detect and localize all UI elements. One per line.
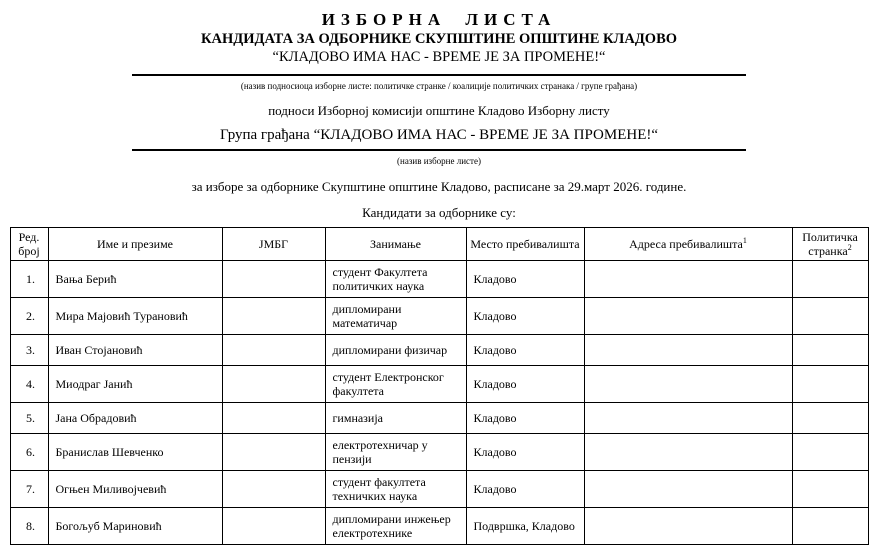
cell-jmbg	[222, 434, 325, 471]
cell-party	[792, 403, 868, 434]
cell-jmbg	[222, 471, 325, 508]
footnote-marker-2: 2	[847, 243, 852, 252]
cell-jmbg	[222, 403, 325, 434]
table-row	[10, 434, 868, 471]
cell-address	[584, 298, 792, 335]
cell-address	[584, 366, 792, 403]
cell-occupation: дипломирани физичар	[325, 335, 466, 366]
cell-jmbg	[222, 508, 325, 545]
cell-party	[792, 335, 868, 366]
election-line: за изборе за одборнике Скупштине општине Кладово, расписане за 29.март 2026. године.	[191, 179, 687, 194]
cell-address	[584, 434, 792, 471]
col-header-party-label: Политичка странка	[802, 230, 858, 258]
cell-party	[792, 366, 868, 403]
cell-occupation: дипломирани математичар	[325, 298, 466, 335]
cell-ordinal: 3.	[10, 335, 48, 366]
cell-residence: Кладово	[466, 434, 584, 471]
cell-name: Богољуб Мариновић	[48, 508, 222, 545]
table-row	[10, 366, 868, 403]
cell-party	[792, 508, 868, 545]
cell-name: Вања Берић	[48, 261, 222, 298]
list-name-underline-rule	[132, 149, 746, 151]
col-header-ordinal	[10, 228, 48, 261]
cell-party	[792, 261, 868, 298]
cell-occupation: дипломирани инжењер електротехнике	[325, 508, 466, 545]
col-header-address-label: Адреса пребивалишта	[629, 237, 743, 251]
candidates-table-body	[10, 261, 868, 545]
table-row	[10, 508, 868, 545]
table-row	[10, 335, 868, 366]
table-header-row	[10, 228, 868, 261]
table-row	[10, 298, 868, 335]
cell-occupation: студент факултета техничких наука	[325, 471, 466, 508]
cell-ordinal: 4.	[10, 366, 48, 403]
candidates-table	[10, 227, 869, 545]
cell-residence: Кладово	[466, 403, 584, 434]
cell-name: Огњен Миливојчевић	[48, 471, 222, 508]
list-name-quoted: “КЛАДОВО ИМА НАС - ВРЕМЕ ЈЕ ЗА ПРОМЕНЕ!“	[272, 49, 606, 65]
cell-address	[584, 471, 792, 508]
candidates-intro: Кандидати за одборнике су:	[362, 205, 516, 220]
col-header-name-label: Име и презиме	[97, 237, 173, 251]
submission-line: подноси Изборној комисији општине Кладово Изборну листу	[268, 103, 610, 118]
table-row	[10, 261, 868, 298]
footnote-marker-1: 1	[742, 236, 747, 245]
cell-party	[792, 434, 868, 471]
cell-jmbg	[222, 298, 325, 335]
cell-residence: Кладово	[466, 335, 584, 366]
table-row	[10, 403, 868, 434]
cell-address	[584, 508, 792, 545]
list-name-caption: (назив изборне листе)	[397, 156, 481, 166]
cell-address	[584, 335, 792, 366]
cell-ordinal: 6.	[10, 434, 48, 471]
document-title: ИЗБОРНА ЛИСТА	[321, 10, 557, 29]
col-header-ordinal-label: Ред. број	[18, 230, 40, 258]
submitter-underline-rule	[132, 74, 746, 76]
cell-residence: Кладово	[466, 471, 584, 508]
cell-name: Јана Обрадовић	[48, 403, 222, 434]
col-header-name	[48, 228, 222, 261]
cell-jmbg	[222, 335, 325, 366]
table-row	[10, 471, 868, 508]
cell-ordinal: 2.	[10, 298, 48, 335]
cell-residence: Кладово	[466, 366, 584, 403]
cell-name: Иван Стојановић	[48, 335, 222, 366]
cell-name: Бранислав Шевченко	[48, 434, 222, 471]
cell-ordinal: 7.	[10, 471, 48, 508]
cell-address	[584, 403, 792, 434]
cell-party	[792, 298, 868, 335]
cell-residence: Кладово	[466, 261, 584, 298]
cell-occupation: електротехничар у пензији	[325, 434, 466, 471]
col-header-party	[792, 228, 868, 261]
cell-occupation: студент Факултета политичких наука	[325, 261, 466, 298]
col-header-occupation-label: Занимање	[369, 237, 422, 251]
cell-name: Миодраг Јанић	[48, 366, 222, 403]
cell-occupation: гимназија	[325, 403, 466, 434]
cell-jmbg	[222, 261, 325, 298]
cell-party	[792, 471, 868, 508]
col-header-occupation	[325, 228, 466, 261]
cell-residence: Подвршка, Кладово	[466, 508, 584, 545]
submitter-caption: (назив подносиоца изборне листе: политичке странке / коалиције политичких странака / групе грађана)	[240, 81, 638, 91]
col-header-jmbg-label: ЈМБГ	[258, 237, 289, 251]
col-header-jmbg	[222, 228, 325, 261]
cell-jmbg	[222, 366, 325, 403]
cell-name: Мира Мајовић Турановић	[48, 298, 222, 335]
cell-ordinal: 1.	[10, 261, 48, 298]
col-header-residence	[466, 228, 584, 261]
document-subtitle: КАНДИДАТА ЗА ОДБОРНИКЕ СКУПШТИНЕ ОПШТИНЕ КЛАДОВО	[200, 31, 678, 47]
cell-ordinal: 5.	[10, 403, 48, 434]
col-header-residence-label: Место пребивалишта	[470, 237, 580, 251]
group-name-line: Група грађана “КЛАДОВО ИМА НАС - ВРЕМЕ ЈЕ ЗА ПРОМЕНЕ!“	[219, 127, 659, 143]
cell-ordinal: 8.	[10, 508, 48, 545]
cell-residence: Кладово	[466, 298, 584, 335]
col-header-address	[584, 228, 792, 261]
cell-address	[584, 261, 792, 298]
cell-occupation: студент Електронског факултета	[325, 366, 466, 403]
